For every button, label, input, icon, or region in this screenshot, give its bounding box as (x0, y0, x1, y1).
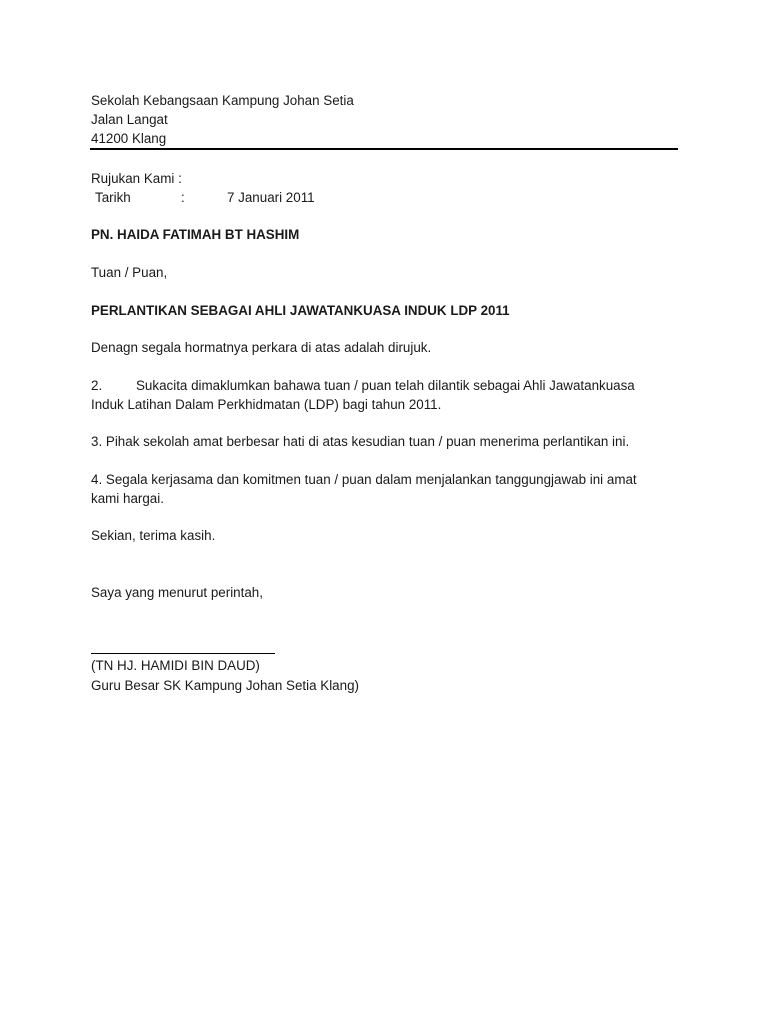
date-row (91, 189, 391, 207)
reference-label: Rujukan Kami : (91, 171, 182, 186)
paragraph-1: Denagn segala hormatnya perkara di atas adalah dirujuk. (91, 340, 432, 355)
paragraph-2-text: Sukacita dimaklumkan bahawa tuan / puan telah dilantik sebagai Ahli Jawatankuasa (136, 378, 635, 393)
salutation: Tuan / Puan, (91, 265, 168, 280)
letterhead-divider (90, 148, 678, 150)
paragraph-4-second-line: kami hargai. (91, 491, 164, 506)
sender-school-name: Sekolah Kebangsaan Kampung Johan Setia (91, 93, 354, 108)
sender-postcode-city: 41200 Klang (91, 131, 167, 146)
signatory-title: Guru Besar SK Kampung Johan Setia Klang) (91, 678, 359, 693)
sender-street: Jalan Langat (91, 112, 168, 127)
paragraph-2-first-line (91, 377, 681, 395)
date-value: 7 Januari 2011 (227, 190, 315, 205)
paragraph-3: 3. Pihak sekolah amat berbesar hati di atas kesudian tuan / puan menerima perlantikan ini. (91, 434, 630, 449)
date-colon: : (181, 190, 185, 205)
paragraph-2-number: 2. (91, 378, 103, 393)
closing-order: Saya yang menurut perintah, (91, 585, 263, 600)
recipient-name: PN. HAIDA FATIMAH BT HASHIM (91, 227, 300, 242)
paragraph-4-first-line: 4. Segala kerjasama dan komitmen tuan / puan dalam menjalankan tanggungjawab ini amat (91, 472, 637, 487)
closing-thanks: Sekian, terima kasih. (91, 528, 216, 543)
paragraph-2-second-line: Induk Latihan Dalam Perkhidmatan (LDP) bagi tahun 2011. (91, 397, 442, 412)
date-label: Tarikh (95, 190, 131, 205)
signature-line (91, 653, 275, 654)
signatory-name: (TN HJ. HAMIDI BIN DAUD) (91, 658, 260, 673)
subject-heading: PERLANTIKAN SEBAGAI AHLI JAWATANKUASA INDUK LDP 2011 (91, 303, 510, 318)
